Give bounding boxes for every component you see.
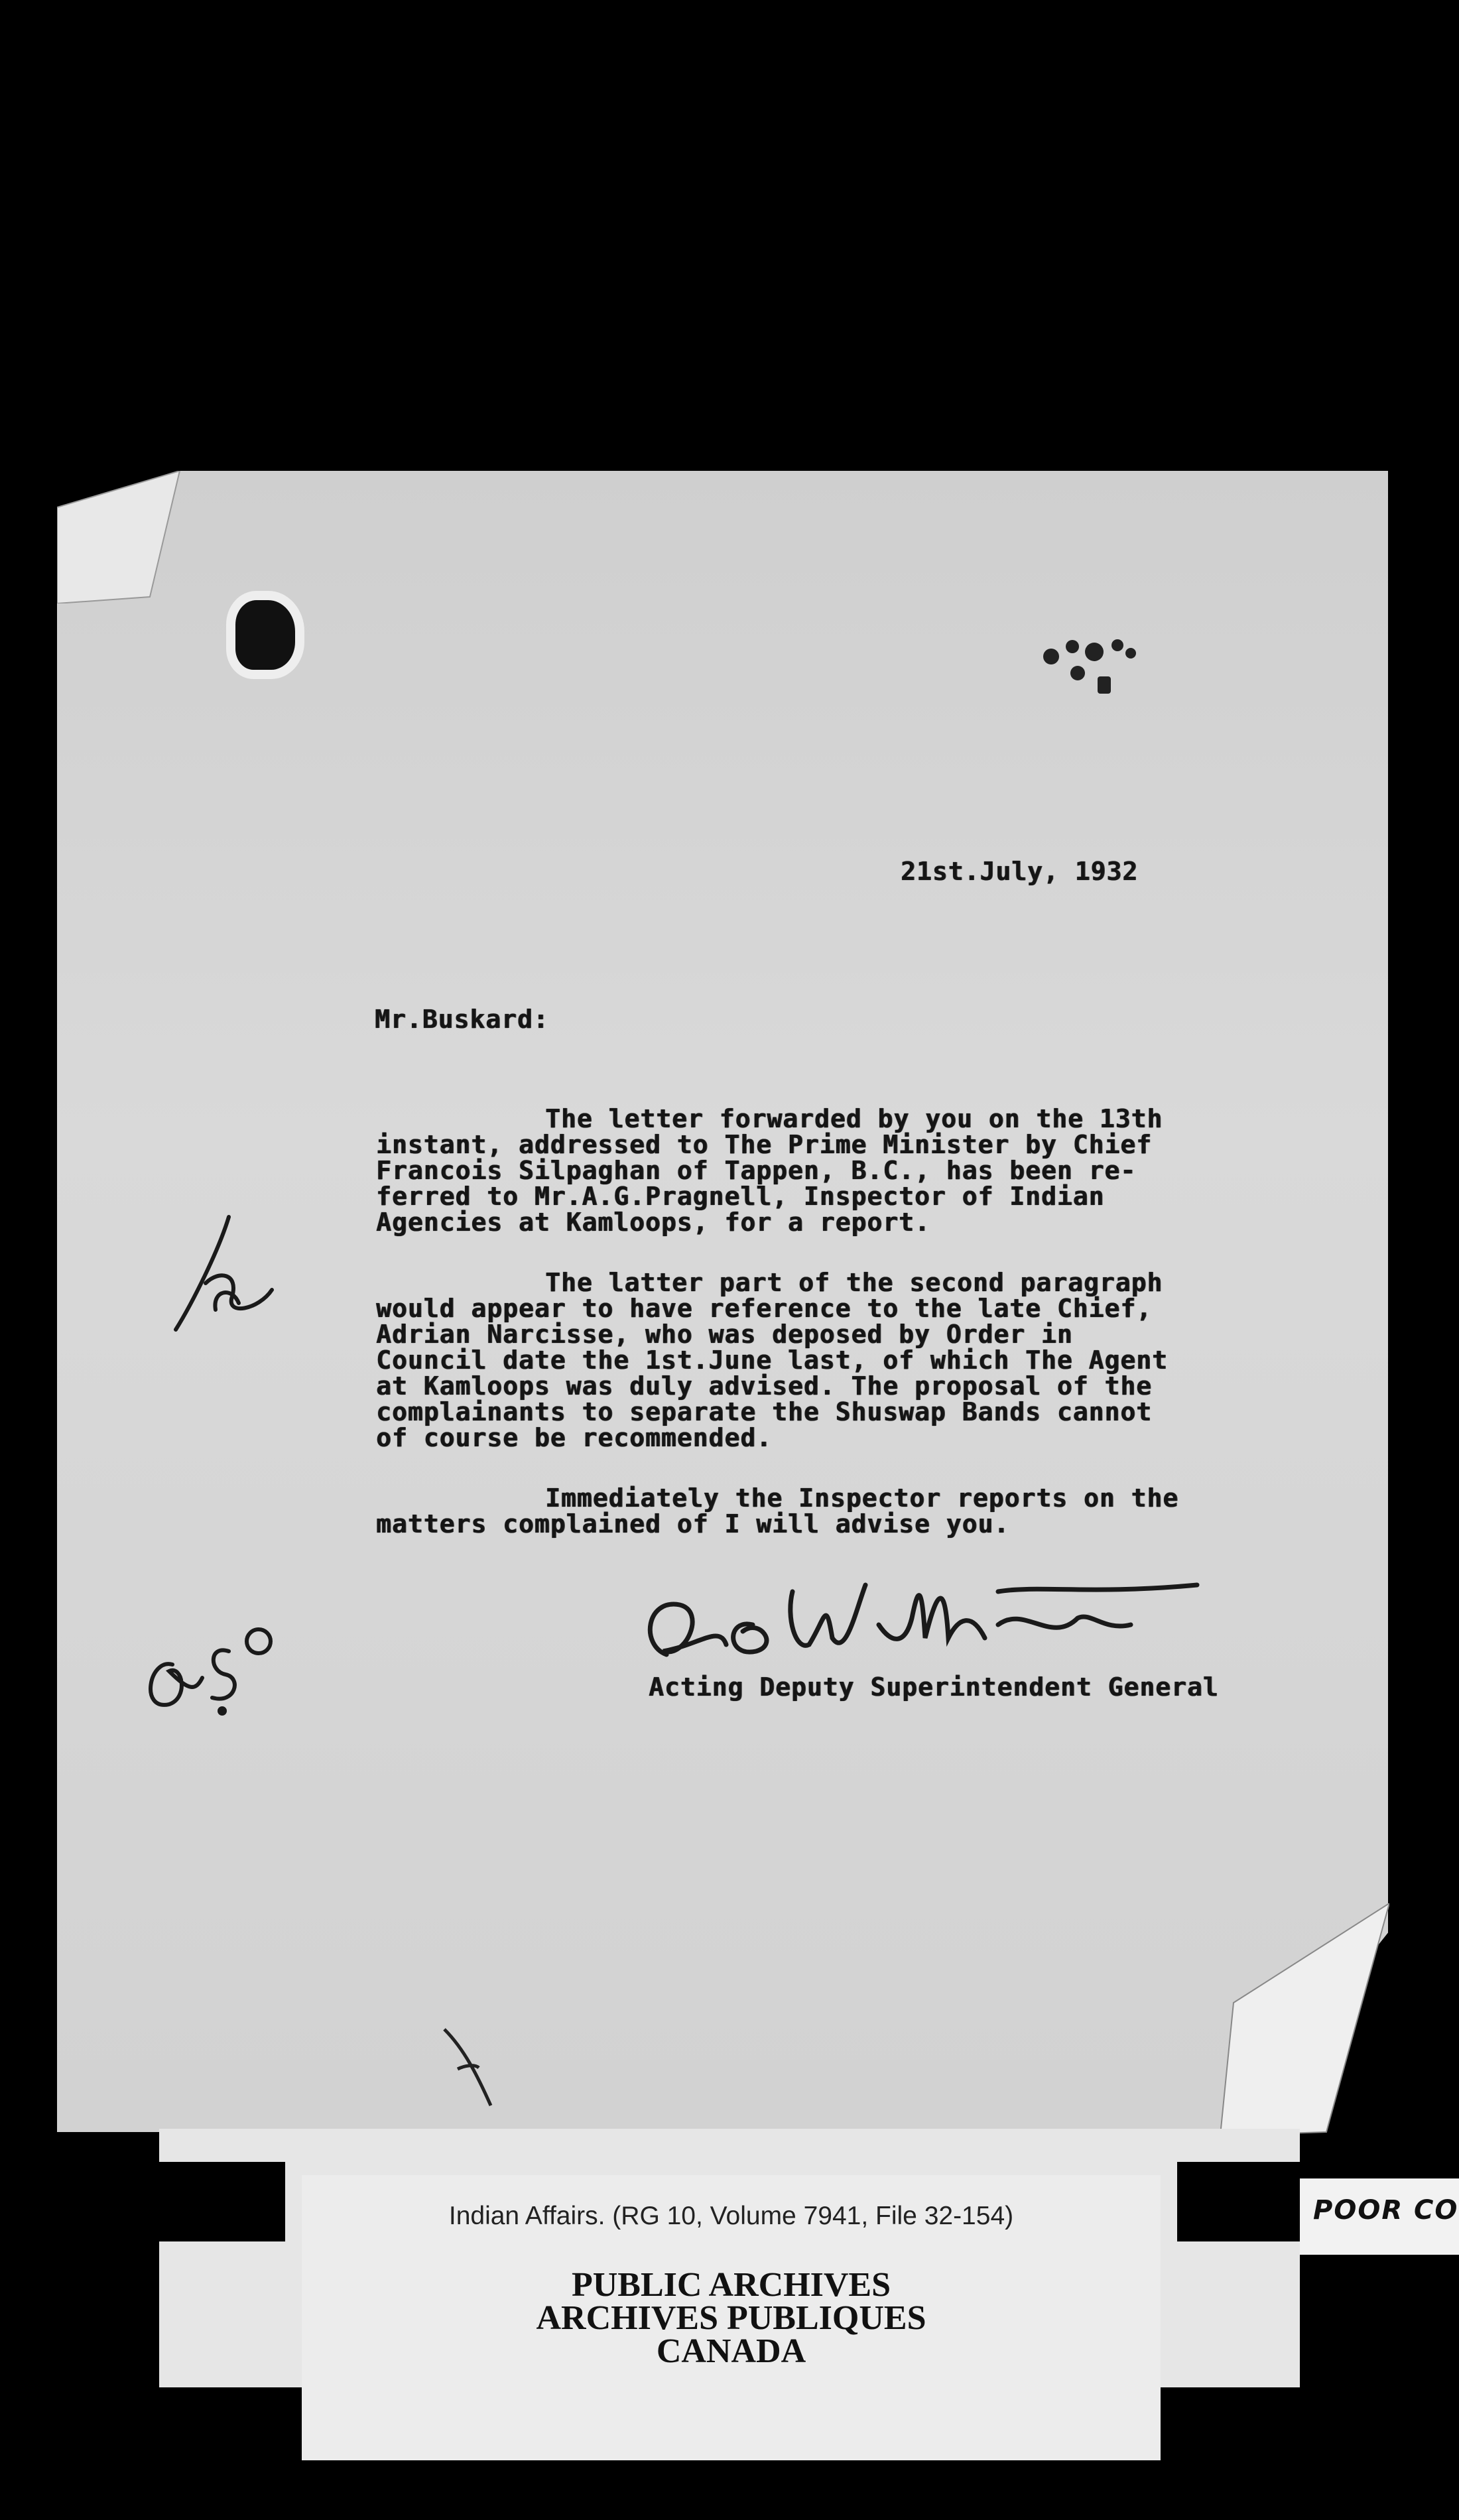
quality-stamp-text: POOR CO (1313, 2195, 1459, 2226)
text-line: would appear to have reference to the late Chief, (376, 1294, 1153, 1323)
handwritten-signature (627, 1545, 1224, 1671)
folded-corner-bottom-right (1220, 1903, 1389, 2135)
text-line: The latter part of the second paragraph (545, 1268, 1163, 1297)
archive-name-en: PUBLIC ARCHIVES (571, 2266, 891, 2304)
label-slot (1177, 2162, 1300, 2241)
text-line: Francois Silpaghan of Tappen, B.C., has been re- (376, 1156, 1137, 1185)
handwritten-initials (136, 1611, 282, 1718)
signatory-title: Acting Deputy Superintendent General (649, 1672, 1219, 1702)
label-slot (159, 2162, 285, 2241)
archive-country: CANADA (656, 2332, 806, 2370)
text-line: Adrian Narcisse, who was deposed by Order in (376, 1320, 1073, 1349)
punch-hole (235, 600, 295, 670)
text-line: matters complained of I will advise you. (376, 1509, 1010, 1539)
text-line: Agencies at Kamloops, for a report. (376, 1208, 930, 1237)
folded-corner-top-left (57, 471, 183, 603)
paragraph-1 (376, 1106, 1163, 1235)
text-line: instant, addressed to The Prime Minister by Chief (376, 1130, 1153, 1159)
archive-reference: Indian Affairs. (RG 10, Volume 7941, File 32-154) (448, 2202, 1014, 2230)
text-line: Immediately the Inspector reports on the (545, 1483, 1179, 1513)
handwritten-initials (166, 1210, 279, 1343)
text-line: ferred to Mr.A.G.Pragnell, Inspector of Indian (376, 1182, 1105, 1211)
archive-name-fr: ARCHIVES PUBLIQUES (536, 2299, 926, 2337)
letter-date: 21st.July, 1932 (901, 857, 1139, 886)
text-line: complainants to separate the Shuswap Bands cannot (376, 1397, 1153, 1426)
ink-stamp-mark (1031, 627, 1151, 706)
text-line: The letter forwarded by you on the 13th (545, 1104, 1163, 1133)
text-line: of course be recommended. (376, 1423, 772, 1452)
paragraph-2 (376, 1270, 1168, 1451)
text-line: at Kamloops was duly advised. The proposal of the (376, 1371, 1153, 1401)
salutation: Mr.Buskard: (375, 1005, 549, 1034)
pencil-mark (438, 2023, 497, 2109)
text-line: Council date the 1st.June last, of which The Agent (376, 1346, 1168, 1375)
paragraph-3 (376, 1485, 1178, 1537)
